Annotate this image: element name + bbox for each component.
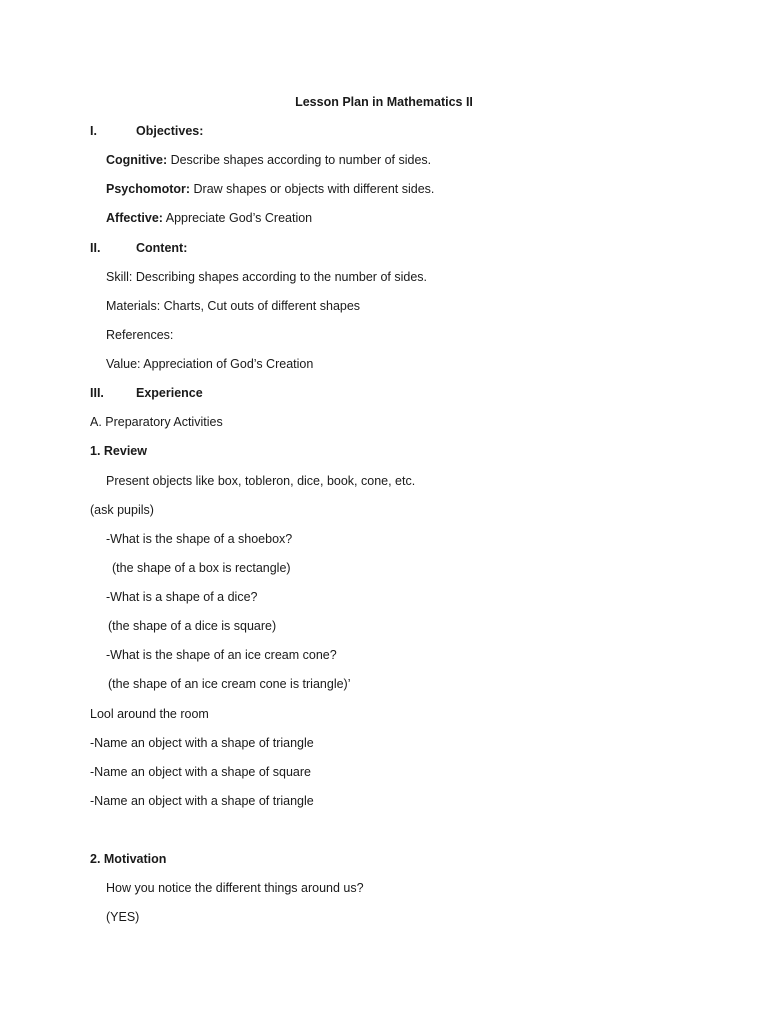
review-question-2: -What is a shape of a dice? (106, 590, 258, 604)
review-answer-2: (the shape of a dice is square) (108, 619, 277, 633)
motivation-answer: (YES) (106, 910, 140, 924)
section-2-numeral: II. (90, 241, 101, 255)
section-2-heading: Content: (136, 241, 188, 255)
review-present: Present objects like box, tobleron, dice, book, cone, etc. (106, 474, 416, 488)
review-ask: (ask pupils) (90, 503, 154, 517)
review-look-around: Lool around the room (90, 707, 209, 721)
preparatory-activities: A. Preparatory Activities (90, 415, 223, 429)
objective-affective (106, 210, 312, 226)
content-references: References: (106, 328, 174, 342)
affective-text: Appreciate God’s Creation (162, 211, 313, 225)
psychomotor-text: Draw shapes or objects with different sides. (190, 182, 435, 196)
motivation-question: How you notice the different things around us? (106, 881, 364, 895)
content-materials: Materials: Charts, Cut outs of different shapes (106, 299, 361, 313)
section-1-heading: Objectives: (136, 124, 204, 138)
psychomotor-label: Psychomotor: (106, 182, 191, 196)
cognitive-label: Cognitive: (106, 153, 168, 167)
section-3-numeral: III. (90, 386, 104, 400)
review-question-1: -What is the shape of a shoebox? (106, 532, 293, 546)
review-answer-3: (the shape of an ice cream cone is triangle)’ (108, 677, 351, 691)
review-heading: 1. Review (90, 444, 147, 458)
review-question-3: -What is the shape of an ice cream cone? (106, 648, 337, 662)
content-skill: Skill: Describing shapes according to the number of sides. (106, 270, 427, 284)
review-answer-1: (the shape of a box is rectangle) (112, 561, 291, 575)
review-name-3: -Name an object with a shape of triangle (90, 794, 314, 808)
motivation-heading: 2. Motivation (90, 852, 167, 866)
section-3-heading: Experience (136, 386, 203, 400)
objective-cognitive (106, 152, 431, 168)
cognitive-text: Describe shapes according to number of sides. (167, 153, 432, 167)
page-title: Lesson Plan in Mathematics II (295, 95, 473, 109)
objective-psychomotor (106, 181, 434, 197)
content-value: Value: Appreciation of God’s Creation (106, 357, 314, 371)
review-name-2: -Name an object with a shape of square (90, 765, 311, 779)
affective-label: Affective: (106, 211, 163, 225)
review-name-1: -Name an object with a shape of triangle (90, 736, 314, 750)
section-1-numeral: I. (90, 124, 97, 138)
